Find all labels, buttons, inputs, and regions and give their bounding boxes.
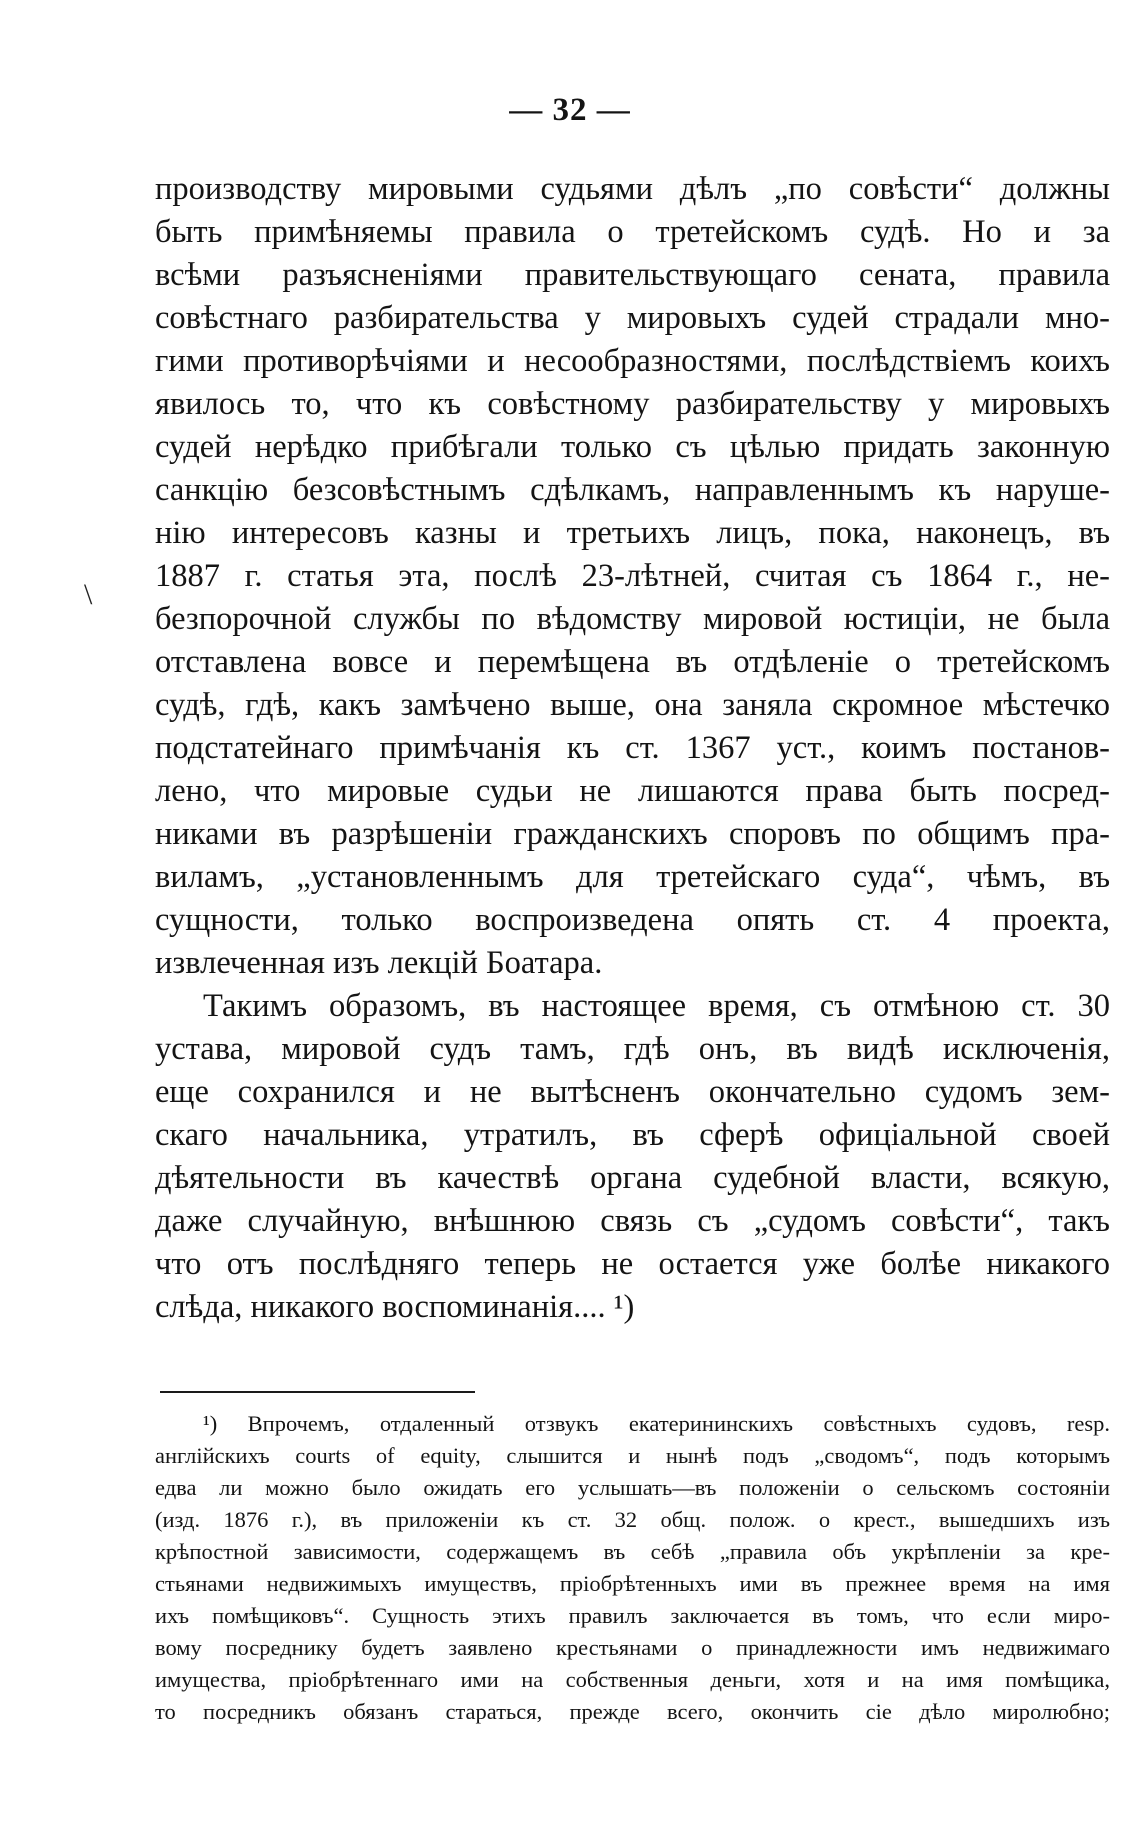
paragraph-end-line: слѣда, никакого воспоминанія.... ¹) bbox=[155, 1289, 635, 1325]
text-line: дѣятельности въ качествѣ органа судебной власти, всякую, bbox=[155, 1160, 1110, 1196]
text-line: нію интересовъ казны и третьихъ лицъ, пока, наконецъ, въ bbox=[155, 515, 1110, 551]
footnote bbox=[155, 1408, 1110, 1728]
text-line: производству мировыми судьями дѣлъ „по совѣсти“ должны bbox=[155, 171, 1110, 207]
text-line: судей нерѣдко прибѣгали только съ цѣлью придать законную bbox=[155, 429, 1110, 465]
text-line: скаго начальника, утратилъ, въ сферѣ офиціальной своей bbox=[155, 1117, 1110, 1153]
main-text bbox=[155, 168, 1110, 1329]
footnote-divider bbox=[160, 1391, 475, 1393]
footnote-line: то посредникъ обязанъ стараться, прежде всего, окончить сіе дѣло миролюбно; bbox=[155, 1699, 1110, 1724]
page-number: — 32 — bbox=[509, 92, 631, 128]
text-line: устава, мировой судъ тамъ, гдѣ онъ, въ видѣ исключенія, bbox=[155, 1031, 1110, 1067]
text-line: быть примѣняемы правила о третейскомъ судѣ. Но и за bbox=[155, 214, 1110, 250]
text-line: судѣ, гдѣ, какъ замѣчено выше, она заняла скромное мѣстечко bbox=[155, 687, 1110, 723]
text-line: виламъ, „установленнымъ для третейскаго суда“, чѣмъ, въ bbox=[155, 859, 1110, 895]
text-line: что отъ послѣдняго теперь не остается уже болѣе никакого bbox=[155, 1246, 1110, 1282]
text-line: лено, что мировые судьи не лишаются права быть посред- bbox=[155, 773, 1110, 809]
text-line: подстатейнаго примѣчанія къ ст. 1367 уст., коимъ постанов- bbox=[155, 730, 1110, 766]
text-line: гими противорѣчіями и несообразностями, послѣдствіемъ коихъ bbox=[155, 343, 1110, 379]
footnote-line: крѣпостной зависимости, содержащемъ въ себѣ „правила объ укрѣпленіи за кре- bbox=[155, 1539, 1110, 1564]
paragraph-end-line: извлеченная изъ лекцій Боатара. bbox=[155, 945, 603, 981]
footnote-line: ихъ помѣщиковъ“. Сущность этихъ правилъ заключается въ томъ, что если миро- bbox=[155, 1603, 1110, 1628]
text-line: совѣстнаго разбирательства у мировыхъ судей страдали мно- bbox=[155, 300, 1110, 336]
footnote-line: едва ли можно было ожидать его услышать—въ положеніи о сельскомъ состояніи bbox=[155, 1475, 1110, 1500]
footnote-line: англійскихъ courts of equity, слышится и нынѣ подъ „сводомъ“, подъ которымъ bbox=[155, 1443, 1110, 1468]
text-line: никами въ разрѣшеніи гражданскихъ споровъ по общимъ пра- bbox=[155, 816, 1110, 852]
text-line: всѣми разъясненіями правительствующаго сената, правила bbox=[155, 257, 1110, 293]
footnote-line: стьянами недвижимыхъ имуществъ, пріобрѣтенныхъ ими въ прежнее время на имя bbox=[155, 1571, 1110, 1596]
footnote-line: имущества, пріобрѣтеннаго ими на собственныя деньги, хотя и на имя помѣщика, bbox=[155, 1667, 1110, 1692]
margin-pencil-mark: \ bbox=[84, 578, 93, 611]
footnote-line: вому посреднику будетъ заявлено крестьянами о принадлежности имъ недвижимаго bbox=[155, 1635, 1110, 1660]
paragraph-start-line: Такимъ образомъ, въ настоящее время, съ отмѣною ст. 30 bbox=[203, 988, 1110, 1024]
text-line: еще сохранился и не вытѣсненъ окончательно судомъ зем- bbox=[155, 1074, 1110, 1110]
text-line: безпорочной службы по вѣдомству мировой юстиціи, не была bbox=[155, 601, 1110, 637]
footnote-line: ¹) Впрочемъ, отдаленный отзвукъ екатерининскихъ совѣстныхъ судовъ, resp. bbox=[203, 1411, 1110, 1436]
text-line: санкцію безсовѣстнымъ сдѣлкамъ, направленнымъ къ наруше- bbox=[155, 472, 1110, 508]
text-line: сущности, только воспроизведена опять ст. 4 проекта, bbox=[155, 902, 1110, 938]
text-line: даже случайную, внѣшнюю связь съ „судомъ совѣсти“, такъ bbox=[155, 1203, 1110, 1239]
text-line: отставлена вовсе и перемѣщена въ отдѣленіе о третейскомъ bbox=[155, 644, 1110, 680]
text-line: 1887 г. статья эта, послѣ 23-лѣтней, считая съ 1864 г., не- bbox=[155, 558, 1110, 594]
text-line: явилось то, что къ совѣстному разбирательству у мировыхъ bbox=[155, 386, 1110, 422]
footnote-line: (изд. 1876 г.), въ приложеніи къ ст. 32 общ. полож. о крест., вышедшихъ изъ bbox=[155, 1507, 1110, 1532]
